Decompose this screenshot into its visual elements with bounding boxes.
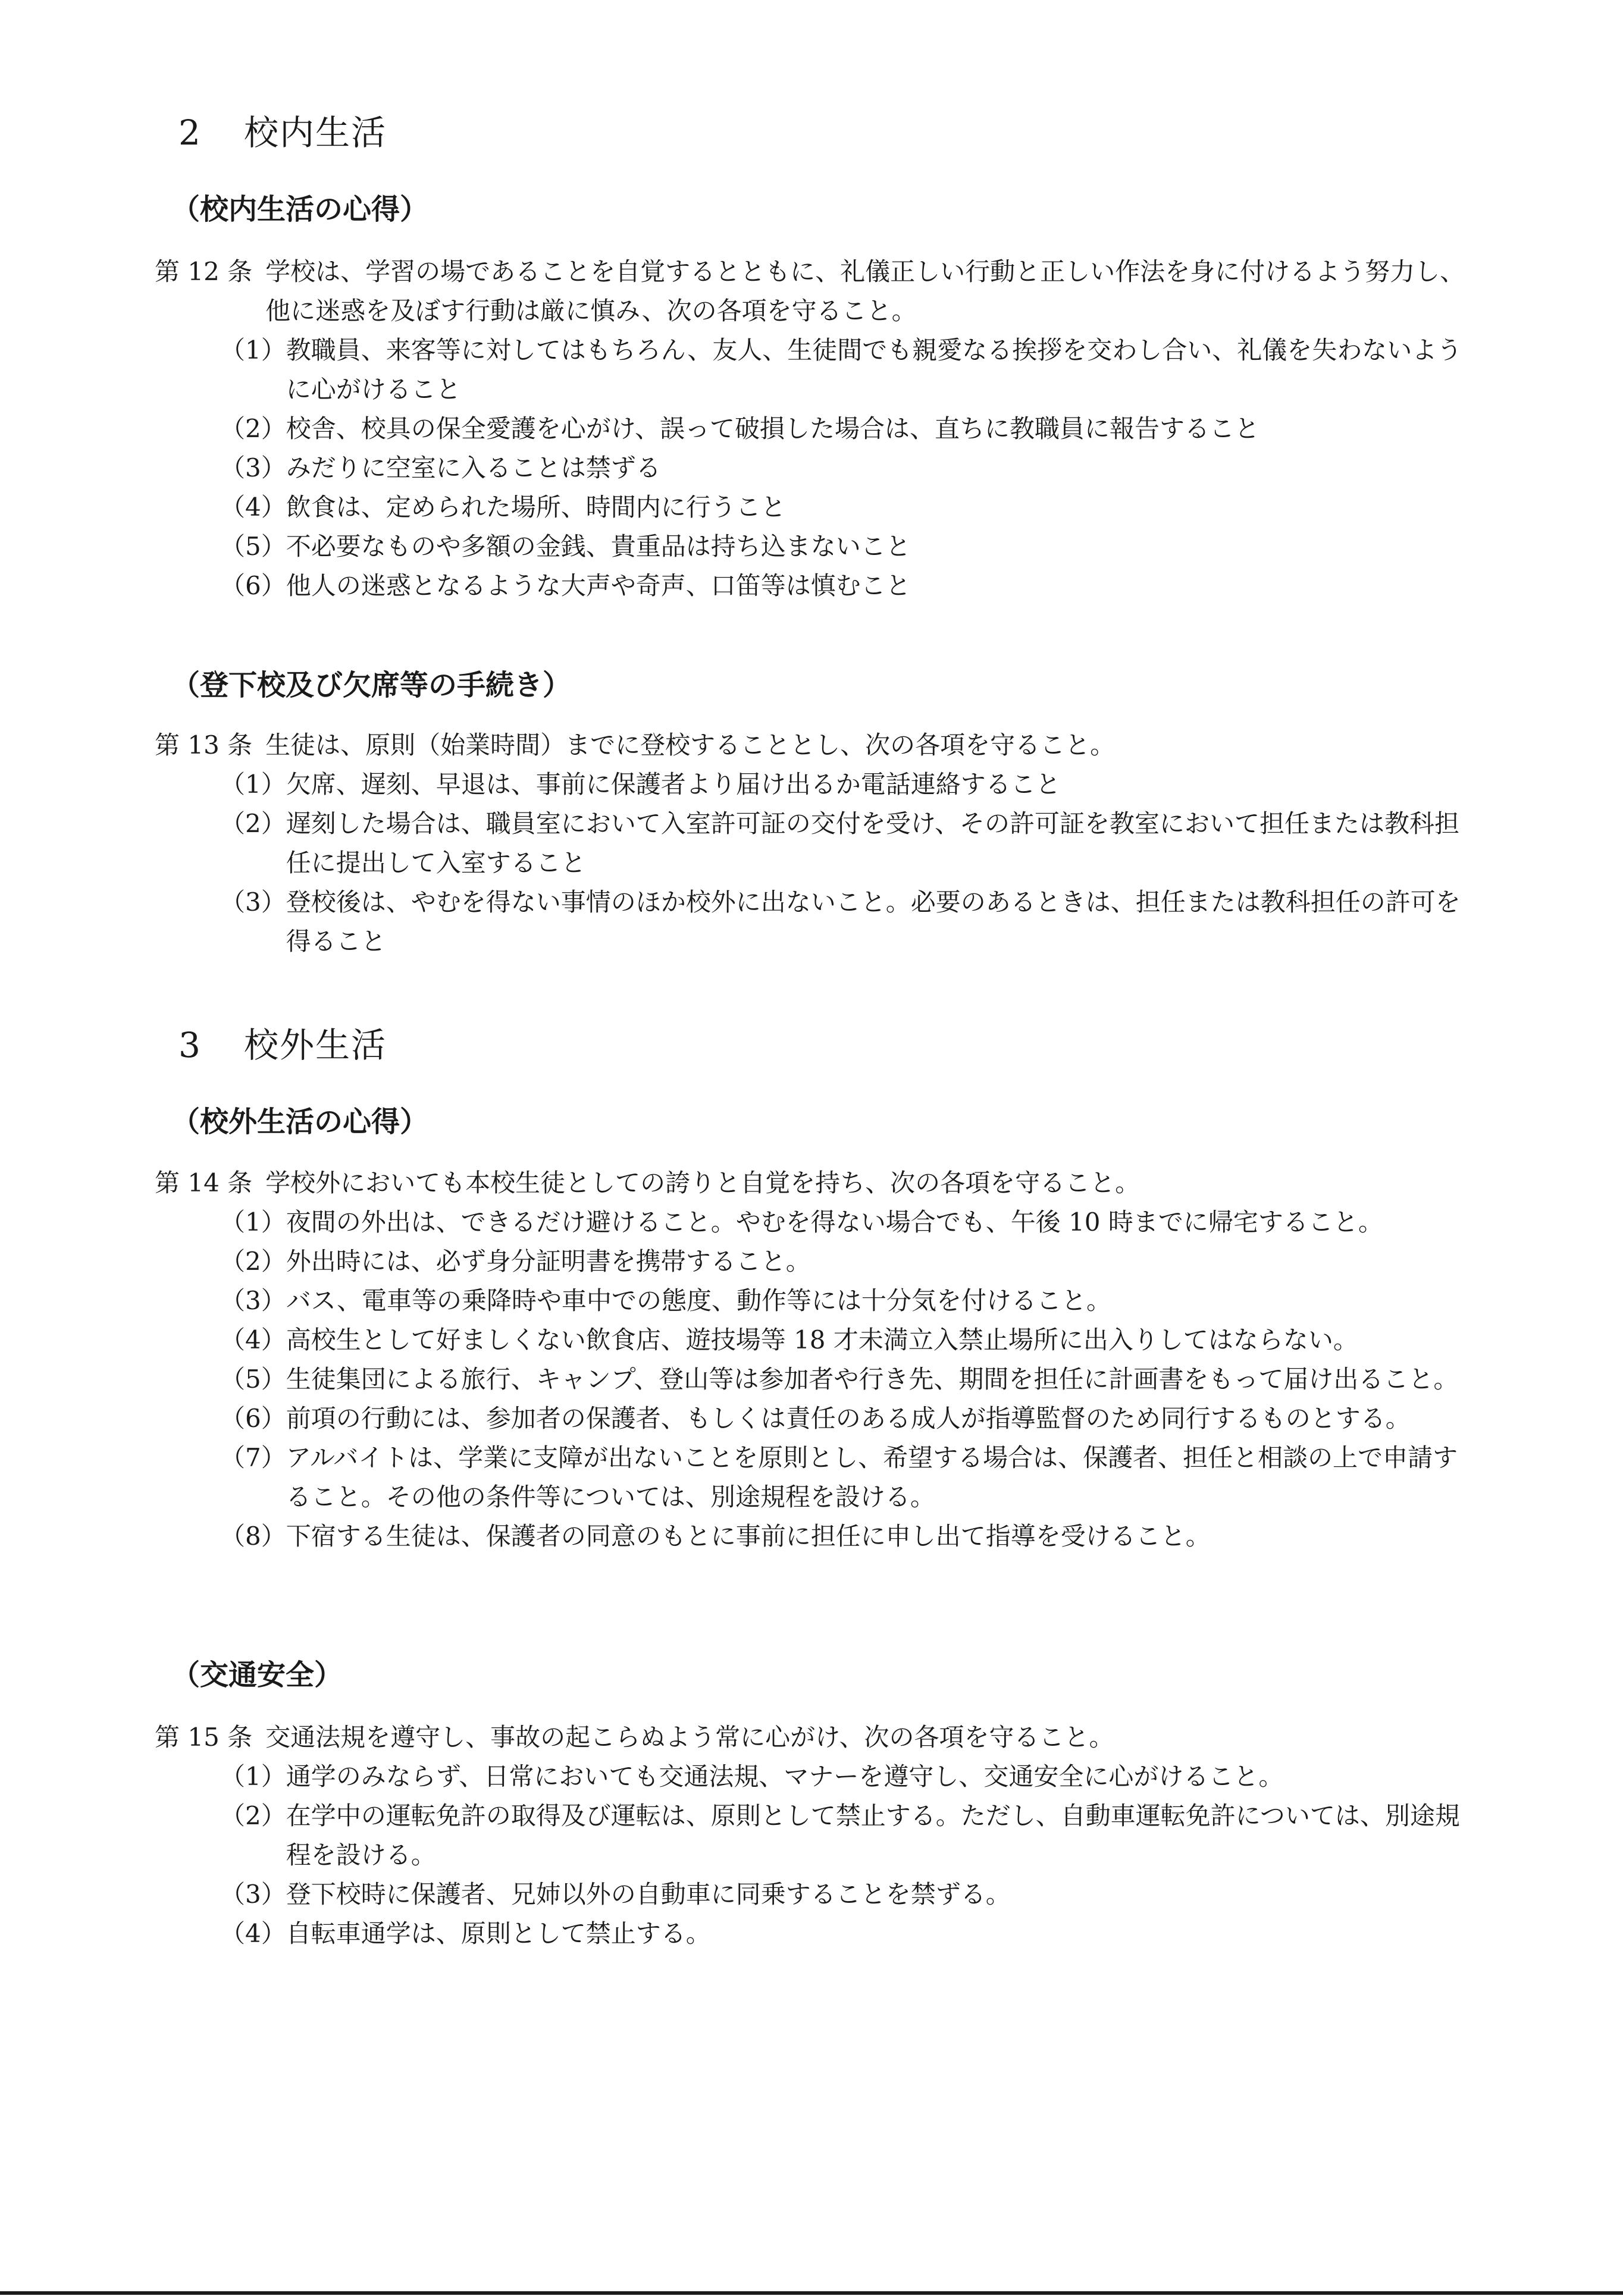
article-text: 生徒は、原則（始業時間）までに登校することとし、次の各項を守ること。 <box>265 730 1116 760</box>
list-item <box>220 331 1475 409</box>
item-text: 前項の行動には、参加者の保護者、もしくは責任のある成人が指導監督のため同行するものとする。 <box>286 1404 1411 1433</box>
item-text: 他人の迷惑となるような大声や奇声、口笛等は慎むこと <box>286 571 911 600</box>
item-text: 教職員、来客等に対してはもちろん、友人、生徒間でも親愛なる挨拶を交わし合い、礼儀を失わないように心がけること <box>286 335 1462 404</box>
item-number: （3） <box>220 887 286 917</box>
section-heading-3 <box>178 1024 387 1066</box>
list-item <box>220 883 1475 961</box>
list-item <box>220 1438 1475 1517</box>
list-item <box>220 448 1475 488</box>
item-text: 自転車通学は、原則として禁止する。 <box>286 1919 711 1948</box>
item-number: （2） <box>220 809 286 838</box>
page-bottom-rule <box>0 2291 1623 2295</box>
section-number: 3 <box>178 1025 202 1065</box>
list-item <box>220 488 1475 527</box>
list-item <box>220 1796 1475 1875</box>
item-text: 夜間の外出は、できるだけ避けること。やむを得ない場合でも、午後 10 時までに帰宅すること。 <box>286 1207 1383 1237</box>
list-item <box>220 1517 1475 1556</box>
article-13 <box>155 726 1475 961</box>
item-number: （2） <box>220 414 286 443</box>
article-number: 第 14 条 <box>155 1168 253 1197</box>
list-item <box>220 409 1475 448</box>
subsection-heading: （校内生活の心得） <box>171 193 429 226</box>
item-text: 校舎、校具の保全愛護を心がけ、誤って破損した場合は、直ちに教職員に報告すること <box>286 414 1260 443</box>
item-number: （7） <box>220 1443 286 1472</box>
item-text: 飲食は、定められた場所、時間内に行うこと <box>286 493 786 522</box>
list-item <box>220 1757 1475 1796</box>
list-item <box>220 1399 1475 1438</box>
item-text: 遅刻した場合は、職員室において入室許可証の交付を受け、その許可証を教室において担任または教科担任に提出して入室すること <box>286 809 1460 877</box>
list-item <box>220 804 1475 883</box>
article-number: 第 15 条 <box>155 1723 253 1752</box>
item-number: （1） <box>220 770 286 799</box>
item-text: 通学のみならず、日常においても交通法規、マナーを遵守し、交通安全に心がけること。 <box>286 1762 1284 1791</box>
item-text: 欠席、遅刻、早退は、事前に保護者より届け出るか電話連絡すること <box>286 770 1061 799</box>
list-item <box>220 1360 1475 1399</box>
item-text: みだりに空室に入ることは禁ずる <box>286 453 661 482</box>
list-item <box>220 1242 1475 1281</box>
item-text: 生徒集団による旅行、キャンプ、登山等は参加者や行き先、期間を担任に計画書をもって届け出ること。 <box>286 1365 1459 1394</box>
item-number: （3） <box>220 1286 286 1315</box>
article-12 <box>155 252 1475 606</box>
item-number: （1） <box>220 1207 286 1237</box>
subsection-heading: （校外生活の心得） <box>171 1105 429 1138</box>
item-text: 高校生として好ましくない飲食店、遊技場等 18 才未満立入禁止場所に出入りしてはならない。 <box>286 1325 1358 1354</box>
item-text: 外出時には、必ず身分証明書を携帯すること。 <box>286 1247 811 1276</box>
item-number: （5） <box>220 1365 286 1394</box>
section-number: 2 <box>178 112 202 153</box>
item-number: （1） <box>220 335 286 365</box>
article-text: 交通法規を遵守し、事故の起こらぬよう常に心がけ、次の各項を守ること。 <box>265 1723 1114 1752</box>
subsection-heading: （交通安全） <box>171 1658 343 1692</box>
item-number: （4） <box>220 1919 286 1948</box>
article-text: 学校は、学習の場であることを自覚するとともに、礼儀正しい行動と正しい作法を身に付けるよう努力し、他に迷惑を及ぼす行動は厳に慎み、次の各項を守ること。 <box>265 257 1465 325</box>
item-text: 在学中の運転免許の取得及び運転は、原則として禁止する。ただし、自動車運転免許については、別途規程を設ける。 <box>286 1801 1460 1870</box>
list-item <box>220 1914 1475 1953</box>
item-number: （3） <box>220 1880 286 1909</box>
item-number: （2） <box>220 1801 286 1830</box>
item-number: （2） <box>220 1247 286 1276</box>
item-text: バス、電車等の乗降時や車中での態度、動作等には十分気を付けること。 <box>286 1286 1111 1315</box>
section-title: 校外生活 <box>244 1025 387 1065</box>
item-number: （3） <box>220 453 286 482</box>
item-text: 不必要なものや多額の金銭、貴重品は持ち込まないこと <box>286 532 911 561</box>
item-number: （6） <box>220 571 286 600</box>
list-item <box>220 1281 1475 1320</box>
list-item <box>220 765 1475 804</box>
list-item <box>220 1875 1475 1914</box>
item-text: 下宿する生徒は、保護者の同意のもとに事前に担任に申し出て指導を受けること。 <box>286 1522 1211 1551</box>
article-14 <box>155 1163 1475 1556</box>
article-15 <box>155 1718 1475 1953</box>
item-text: 登校後は、やむを得ない事情のほか校外に出ないこと。必要のあるときは、担任または教科担任の許可を得ること <box>286 887 1461 956</box>
section-heading-2 <box>178 112 387 153</box>
item-number: （4） <box>220 493 286 522</box>
item-text: 登下校時に保護者、兄姉以外の自動車に同乗することを禁ずる。 <box>286 1880 1011 1909</box>
list-item <box>220 527 1475 566</box>
item-number: （5） <box>220 532 286 561</box>
item-number: （1） <box>220 1762 286 1791</box>
article-text: 学校外においても本校生徒としての誇りと自覚を持ち、次の各項を守ること。 <box>265 1168 1141 1197</box>
subsection-heading: （登下校及び欠席等の手続き） <box>171 669 572 702</box>
article-number: 第 12 条 <box>155 257 253 286</box>
list-item <box>220 1203 1475 1242</box>
item-number: （4） <box>220 1325 286 1354</box>
item-number: （8） <box>220 1522 286 1551</box>
list-item <box>220 566 1475 606</box>
article-number: 第 13 条 <box>155 730 253 760</box>
list-item <box>220 1320 1475 1360</box>
section-title: 校内生活 <box>244 112 387 153</box>
item-text: アルバイトは、学業に支障が出ないことを原則とし、希望する場合は、保護者、担任と相談の上で申請すること。その他の条件等については、別途規程を設ける。 <box>286 1443 1458 1511</box>
item-number: （6） <box>220 1404 286 1433</box>
